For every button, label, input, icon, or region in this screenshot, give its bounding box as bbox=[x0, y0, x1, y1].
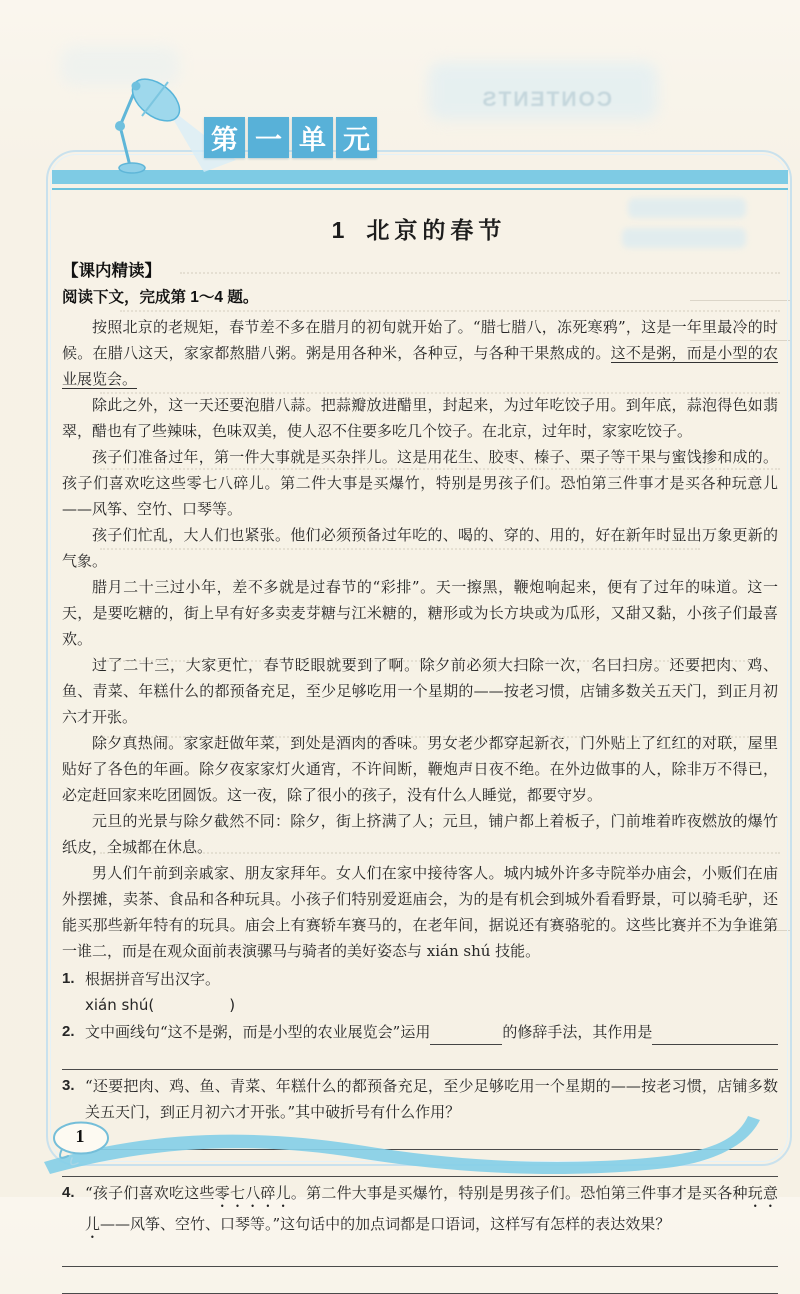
question-text: ——风筝、空竹、口琴等。”这句话中的加点词都是口语词，这样写有怎样的表达效果？ bbox=[100, 1215, 671, 1233]
bleed-through-contents-text: CONTENTS bbox=[480, 88, 612, 111]
question-number: 1. bbox=[62, 970, 75, 987]
footer-wave-ribbon bbox=[0, 1112, 800, 1196]
passage-paragraph: 元旦的光景与除夕截然不同：除夕，街上挤满了人；元旦，铺户都上着板子，门前堆着昨夜燃放的爆竹纸皮，全城都在休息。 bbox=[62, 812, 778, 856]
question-text: 根据拼音写出汉字。 bbox=[85, 970, 221, 988]
passage-paragraph: 除夕真热闹。家家赶做年菜，到处是酒肉的香味。男女老少都穿起新衣，门外贴上了红红的对联，屋里贴好了各色的年画。除夕夜家家灯火通宵，不许间断，鞭炮声日夜不绝。在外边做事的人，除非万不得已，必定赶回家来吃团圆饭。这一夜，除了很小的孩子，没有什么人睡觉，都要守岁。 bbox=[62, 734, 778, 804]
passage-paragraph: 除此之外，这一天还要泡腊八蒜。把蒜瓣放进醋里，封起来，为过年吃饺子用。到年底，蒜泡得色如翡翠，醋也有了些辣味，色味双美，使人忍不住要多吃几个饺子。在北京，过年时，家家吃饺子。 bbox=[62, 396, 778, 440]
content-area bbox=[62, 258, 778, 1233]
question-number: 4. bbox=[62, 1184, 75, 1201]
question-text: 的修辞手法，其作用是 bbox=[502, 1023, 653, 1041]
header-band-underline bbox=[52, 188, 788, 190]
section-label: 【课内精读】 bbox=[62, 262, 161, 280]
pinyin-answer-blank: xián shú( ) bbox=[85, 996, 236, 1014]
passage-paragraph: 腊月二十三过小年，差不多就是过春节的“彩排”。天一擦黑，鞭炮响起来，便有了过年的味道。这一天，是要吃糖的，街上早有好多卖麦芽糖与江米糖的，糖形或为长方块或为瓜形，又甜又黏，小孩子们最喜欢。 bbox=[62, 578, 778, 648]
answer-line bbox=[62, 1269, 778, 1294]
question-text: 。第二件大事是买爆竹，特别是男孩子们。恐怕第三件事才是买各种 bbox=[290, 1184, 748, 1202]
page-number: 1 bbox=[75, 1126, 85, 1146]
lesson-number: 1 bbox=[331, 217, 345, 243]
answer-blank bbox=[430, 1025, 502, 1045]
passage-paragraph: 孩子们准备过年，第一件大事就是买杂拌儿。这是用花生、胶枣、榛子、栗子等干果与蜜饯掺和成的。孩子们喜欢吃这些零七八碎儿。第二件大事是买爆竹，特别是男孩子们。恐怕第三件事才是买各种玩意儿——风筝、空竹、口琴等。 bbox=[62, 448, 778, 518]
lesson-title-text: 北京的春节 bbox=[366, 217, 507, 243]
question-text: “还要把肉、鸡、鱼、青菜、年糕什么的都预备充足，至少足够吃用一个星期的——按老习惯，店铺多数关五天门，到正月初六才开张。”其中破折号有什么作用？ bbox=[85, 1077, 778, 1121]
question-text: 文中画线句“这不是粥，而是小型的农业展览会”运用 bbox=[85, 1023, 431, 1041]
question-text: “孩子们喜欢吃这些 bbox=[85, 1184, 215, 1202]
emphasized-word: 零七八碎儿 bbox=[214, 1184, 291, 1202]
unit-box: 单 bbox=[292, 117, 333, 158]
answer-line bbox=[62, 1242, 778, 1267]
reading-passage bbox=[62, 314, 778, 964]
passage-paragraph: 孩子们忙乱，大人们也紧张。他们必须预备过年吃的、喝的、穿的、用的，好在新年时显出万象更新的气象。 bbox=[62, 526, 778, 570]
passage-paragraph: 男人们午前到亲戚家、朋友家拜年。女人们在家中接待客人。城内城外许多寺院举办庙会，小贩们在庙外摆摊，卖茶、食品和各种玩具。小孩子们特别爱逛庙会，为的是有机会到城外看看野景，可以骑毛驴，还能买那些新年特有的玩具。庙会上有赛轿车赛马的，在老年间，据说还有赛骆驼的。这些比赛并不为争谁第一谁二，而是在观众面前表演骡马与骑者的美好姿态与 xián shú 技能。 bbox=[62, 864, 778, 960]
question-number: 2. bbox=[62, 1023, 75, 1040]
question-1 bbox=[62, 966, 778, 992]
passage-paragraph bbox=[62, 314, 778, 392]
answer-blank bbox=[652, 1025, 778, 1045]
underlined-sentence: 这不是粥，而是小型的农业展览会。 bbox=[62, 344, 778, 388]
passage-paragraph: 过了二十三，大家更忙，春节眨眼就要到了啊。除夕前必须大扫除一次，名曰扫房。还要把肉、鸡、鱼、青菜、年糕什么的都预备充足，至少足够吃用一个星期的——按老习惯，店铺多数关五天门，到正月初六才开张。 bbox=[62, 656, 778, 726]
unit-box: 第 bbox=[204, 117, 245, 158]
unit-box: 元 bbox=[336, 117, 377, 158]
question-2 bbox=[62, 1019, 778, 1045]
lesson-title bbox=[46, 212, 792, 245]
paragraph-text: 按照北京的老规矩，春节差不多在腊月的初旬就开始了。“腊七腊八，冻死寒鸦”，这是一年里最冷的时候。在腊八这天，家家都熬腊八粥。粥是用各种米，各种豆，与各种干果熬成的。 bbox=[62, 318, 778, 362]
unit-box: 一 bbox=[248, 117, 289, 158]
reading-instruction: 阅读下文，完成第 1～4 题。 bbox=[62, 289, 259, 306]
unit-header bbox=[204, 117, 377, 158]
emphasized-word: 玩意儿 bbox=[85, 1184, 778, 1233]
answer-line bbox=[62, 1045, 778, 1070]
question-number: 3. bbox=[62, 1077, 75, 1094]
